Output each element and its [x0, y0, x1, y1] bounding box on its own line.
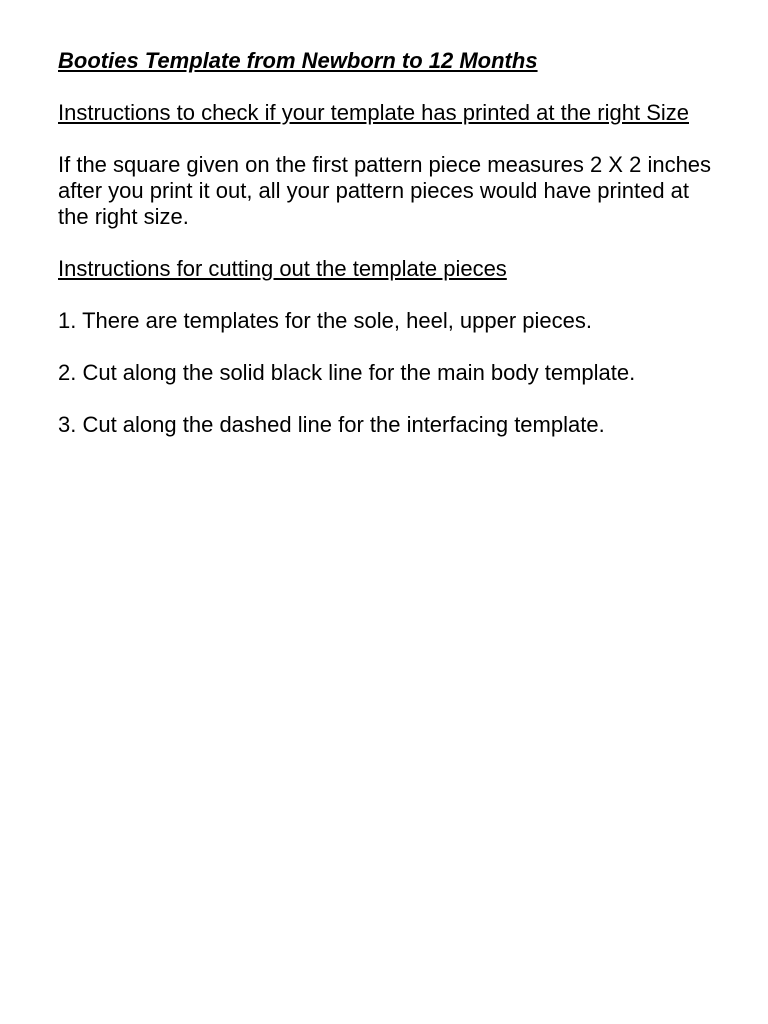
cutting-heading: Instructions for cutting out the template pieces — [58, 256, 507, 281]
cutting-step-3: 3. Cut along the dashed line for the interfacing template. — [58, 412, 605, 437]
document-title: Booties Template from Newborn to 12 Months — [58, 48, 538, 73]
print-size-heading: Instructions to check if your template has printed at the right Size — [58, 100, 689, 125]
print-size-instructions: If the square given on the first pattern piece measures 2 X 2 inches after you print it out, all your pattern pieces would have printed at the right size. — [58, 152, 712, 229]
cutting-step-2: 2. Cut along the solid black line for the main body template. — [58, 360, 636, 385]
cutting-step-1: 1. There are templates for the sole, heel, upper pieces. — [58, 308, 593, 333]
document-page — [58, 48, 718, 464]
